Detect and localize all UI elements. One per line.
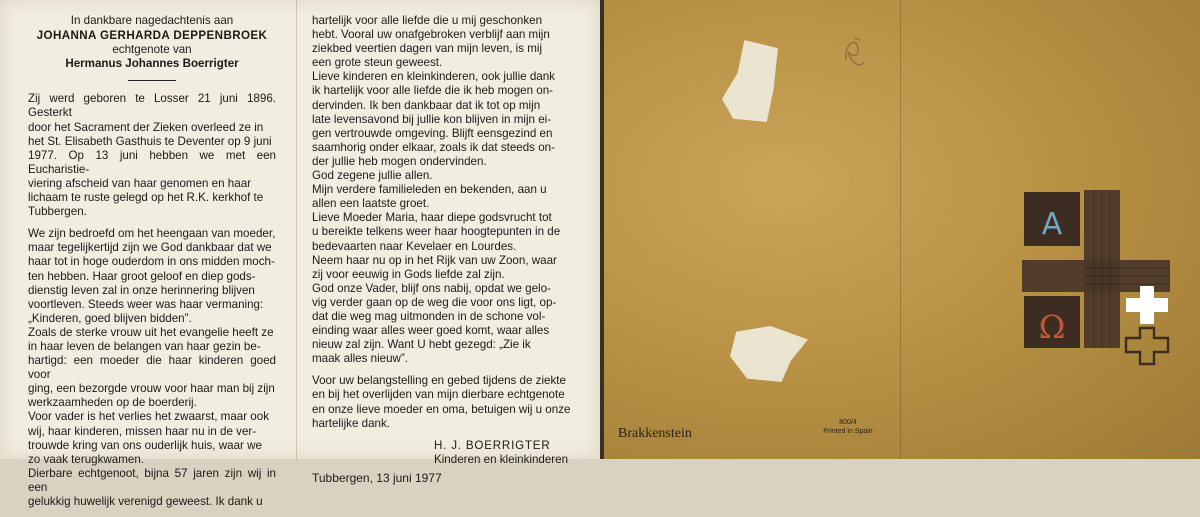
- signature-family: Kinderen en kleinkinderen: [434, 452, 569, 466]
- text-line: einding waar alles weer goed komt, waar alles: [312, 324, 550, 338]
- text-line: Dierbare echtgenoot, bijna 57 jaren zijn wij in een: [28, 466, 276, 494]
- text-line: dat die weg mag uitmonden in de schone vol-: [312, 309, 546, 323]
- text-line: dienstig leven zal in onze herinnering blijven: [28, 283, 255, 297]
- text-line: maak alles nieuw”.: [312, 352, 409, 366]
- text-line: der jullie heb mogen ondervinden.: [312, 154, 487, 168]
- text-line: We zijn bedroefd om het heengaan van moeder,: [28, 227, 276, 241]
- print-number: 800/4: [839, 419, 857, 426]
- text-line: dervinden. Ik ben dankbaar dat ik tot op mijn: [312, 98, 541, 112]
- pencil-mark: [842, 34, 868, 74]
- place-date: Tubbergen, 13 juni 1977: [312, 470, 442, 485]
- inner-spread: [0, 0, 600, 508]
- cover-fold-line: [900, 0, 901, 459]
- fold-line: [296, 0, 297, 459]
- text-line: u bereikte telkens weer haar hoogtepunten in de: [312, 225, 561, 239]
- deceased-name: JOHANNA GERHARDA DEPPENBROEK: [36, 29, 268, 43]
- alpha-letter: A: [1041, 207, 1063, 242]
- text-line: God zegene jullie allen.: [312, 169, 433, 183]
- left-column: [28, 14, 276, 517]
- text-line: Voor uw belangstelling en gebed tijdens de ziekte: [312, 374, 566, 388]
- signature-block: [312, 439, 584, 467]
- text-line: Voor vader is het verlies het zwaarst, maar ook: [28, 410, 270, 424]
- text-line: ziekbed veertien dagen van mijn leven, is mij: [312, 42, 543, 56]
- text-line: „Kinderen, goed blijven bidden”.: [28, 311, 192, 325]
- right-column: [312, 14, 584, 485]
- paragraph: [312, 14, 584, 366]
- text-line: haar tot in hoge ouderdom in ons midden moch-: [28, 255, 275, 269]
- text-line: bedevaarten naar Kevelaer en Lourdes.: [312, 239, 517, 253]
- paragraph: [312, 374, 584, 430]
- alpha-omega-cross-emblem: [1022, 190, 1172, 366]
- memorial-heading: In dankbare nagedachtenis aan: [70, 14, 234, 27]
- printed-in-spain: Printed in Spain: [823, 428, 873, 435]
- text-line: ten hebben. Haar groot geloof en diep gods-: [28, 269, 256, 283]
- publisher-name: Brakkenstein: [618, 426, 692, 441]
- text-line: Mijn verdere familieleden en bekenden, aan u: [312, 183, 547, 197]
- text-line: Lieve kinderen en kleinkinderen, ook jullie dank: [312, 70, 555, 84]
- text-line: saamhorig onder elkaar, zoals ik dat steeds on-: [312, 140, 555, 154]
- text-line: God onze Vader, blijf ons nabij, opdat we gelo-: [312, 281, 551, 295]
- text-line: maar tegelijkertijd zijn we God dankbaar dat we: [28, 241, 272, 255]
- text-line: Neem haar nu op in het Rijk van uw Zoon, waar: [312, 253, 557, 267]
- text-line: hartelijk voor alle liefde die u mij geschonken: [312, 14, 543, 27]
- text-line: een grote steun geweest.: [312, 56, 443, 70]
- outline-cross-icon: [1126, 328, 1168, 364]
- right-body-text: [312, 14, 584, 431]
- text-line: in haar leven de belangen van haar gezin be-: [28, 339, 261, 353]
- text-line: Zoals de sterke vrouw uit het evangelie heeft ze: [28, 325, 274, 339]
- text-line: en bij het overlijden van mijn dierbare echtgenote: [312, 388, 565, 402]
- text-line: en onze lieve moeder en oma, betuigen wij u onze: [312, 402, 571, 416]
- spouse-name: Hermanus Johannes Boerrigter: [65, 57, 239, 71]
- text-line: hebt. Vooral uw onafgebroken verblijf aan mijn: [312, 28, 550, 42]
- text-line: hartigd: een moeder die haar kinderen goed voor: [28, 354, 276, 382]
- text-line: zo vaak terugkwamen.: [28, 452, 144, 466]
- text-line: werkzaamheden op de boerderij.: [28, 396, 197, 410]
- text-line: het St. Elisabeth Gasthuis te Deventer op 9 juni: [28, 134, 272, 148]
- text-line: gen vertrouwde omgeving. Blijft eensgezind en: [312, 126, 553, 140]
- text-line: lichaam te ruste gelegd op het R.K. kerkhof te: [28, 191, 264, 205]
- paragraph: [28, 227, 276, 509]
- text-line: zij voor eeuwig in Gods liefde zal zijn.: [312, 267, 505, 281]
- left-body-text: [28, 92, 276, 509]
- relation-text: echtgenote van: [112, 43, 192, 57]
- text-line: Zij werd geboren te Losser 21 juni 1896. Gesterkt: [28, 92, 276, 120]
- text-line: voortleven. Steeds weer was haar vermaning:: [28, 297, 264, 311]
- print-code: [818, 418, 878, 436]
- text-line: late levensavond bij jullie kon blijven in mijn ei-: [312, 112, 552, 126]
- text-line: wij, haar kinderen, missen haar nu in de ver-: [28, 424, 257, 438]
- text-line: ging, een bezorgde vrouw voor haar man bij zijn: [28, 382, 275, 396]
- text-line: hartelijke dank.: [312, 416, 390, 430]
- divider-rule: [128, 80, 176, 81]
- text-line: Lieve Moeder Maria, haar diepe godsvrucht tot: [312, 211, 552, 225]
- text-line: ik hartelijk voor alle liefde die ik heb mogen on-: [312, 84, 554, 98]
- text-line: viering afscheid van haar genomen en haar: [28, 176, 252, 190]
- omega-letter: Ω: [1038, 308, 1066, 346]
- paragraph: [28, 92, 276, 219]
- text-line: 1977. Op 13 juni hebben we met een Eucharistie-: [28, 148, 276, 176]
- text-line: vig verder gaan op de weg die voor ons ligt, op-: [312, 295, 557, 309]
- text-line: Tubbergen.: [28, 205, 87, 219]
- text-line: door het Sacrament der Zieken overleed ze in: [28, 120, 264, 134]
- text-line: gelukkig huwelijk verenigd geweest. Ik dank u: [28, 495, 263, 508]
- text-line: trouwde kring van ons ouderlijk huis, waar we: [28, 438, 262, 452]
- text-line: allen een laatste groet.: [312, 197, 430, 211]
- signature-name: H. J. BOERRIGTER: [434, 438, 551, 452]
- text-line: nieuw zal zijn. Want U hebt gezegd: „Zie ik: [312, 338, 531, 352]
